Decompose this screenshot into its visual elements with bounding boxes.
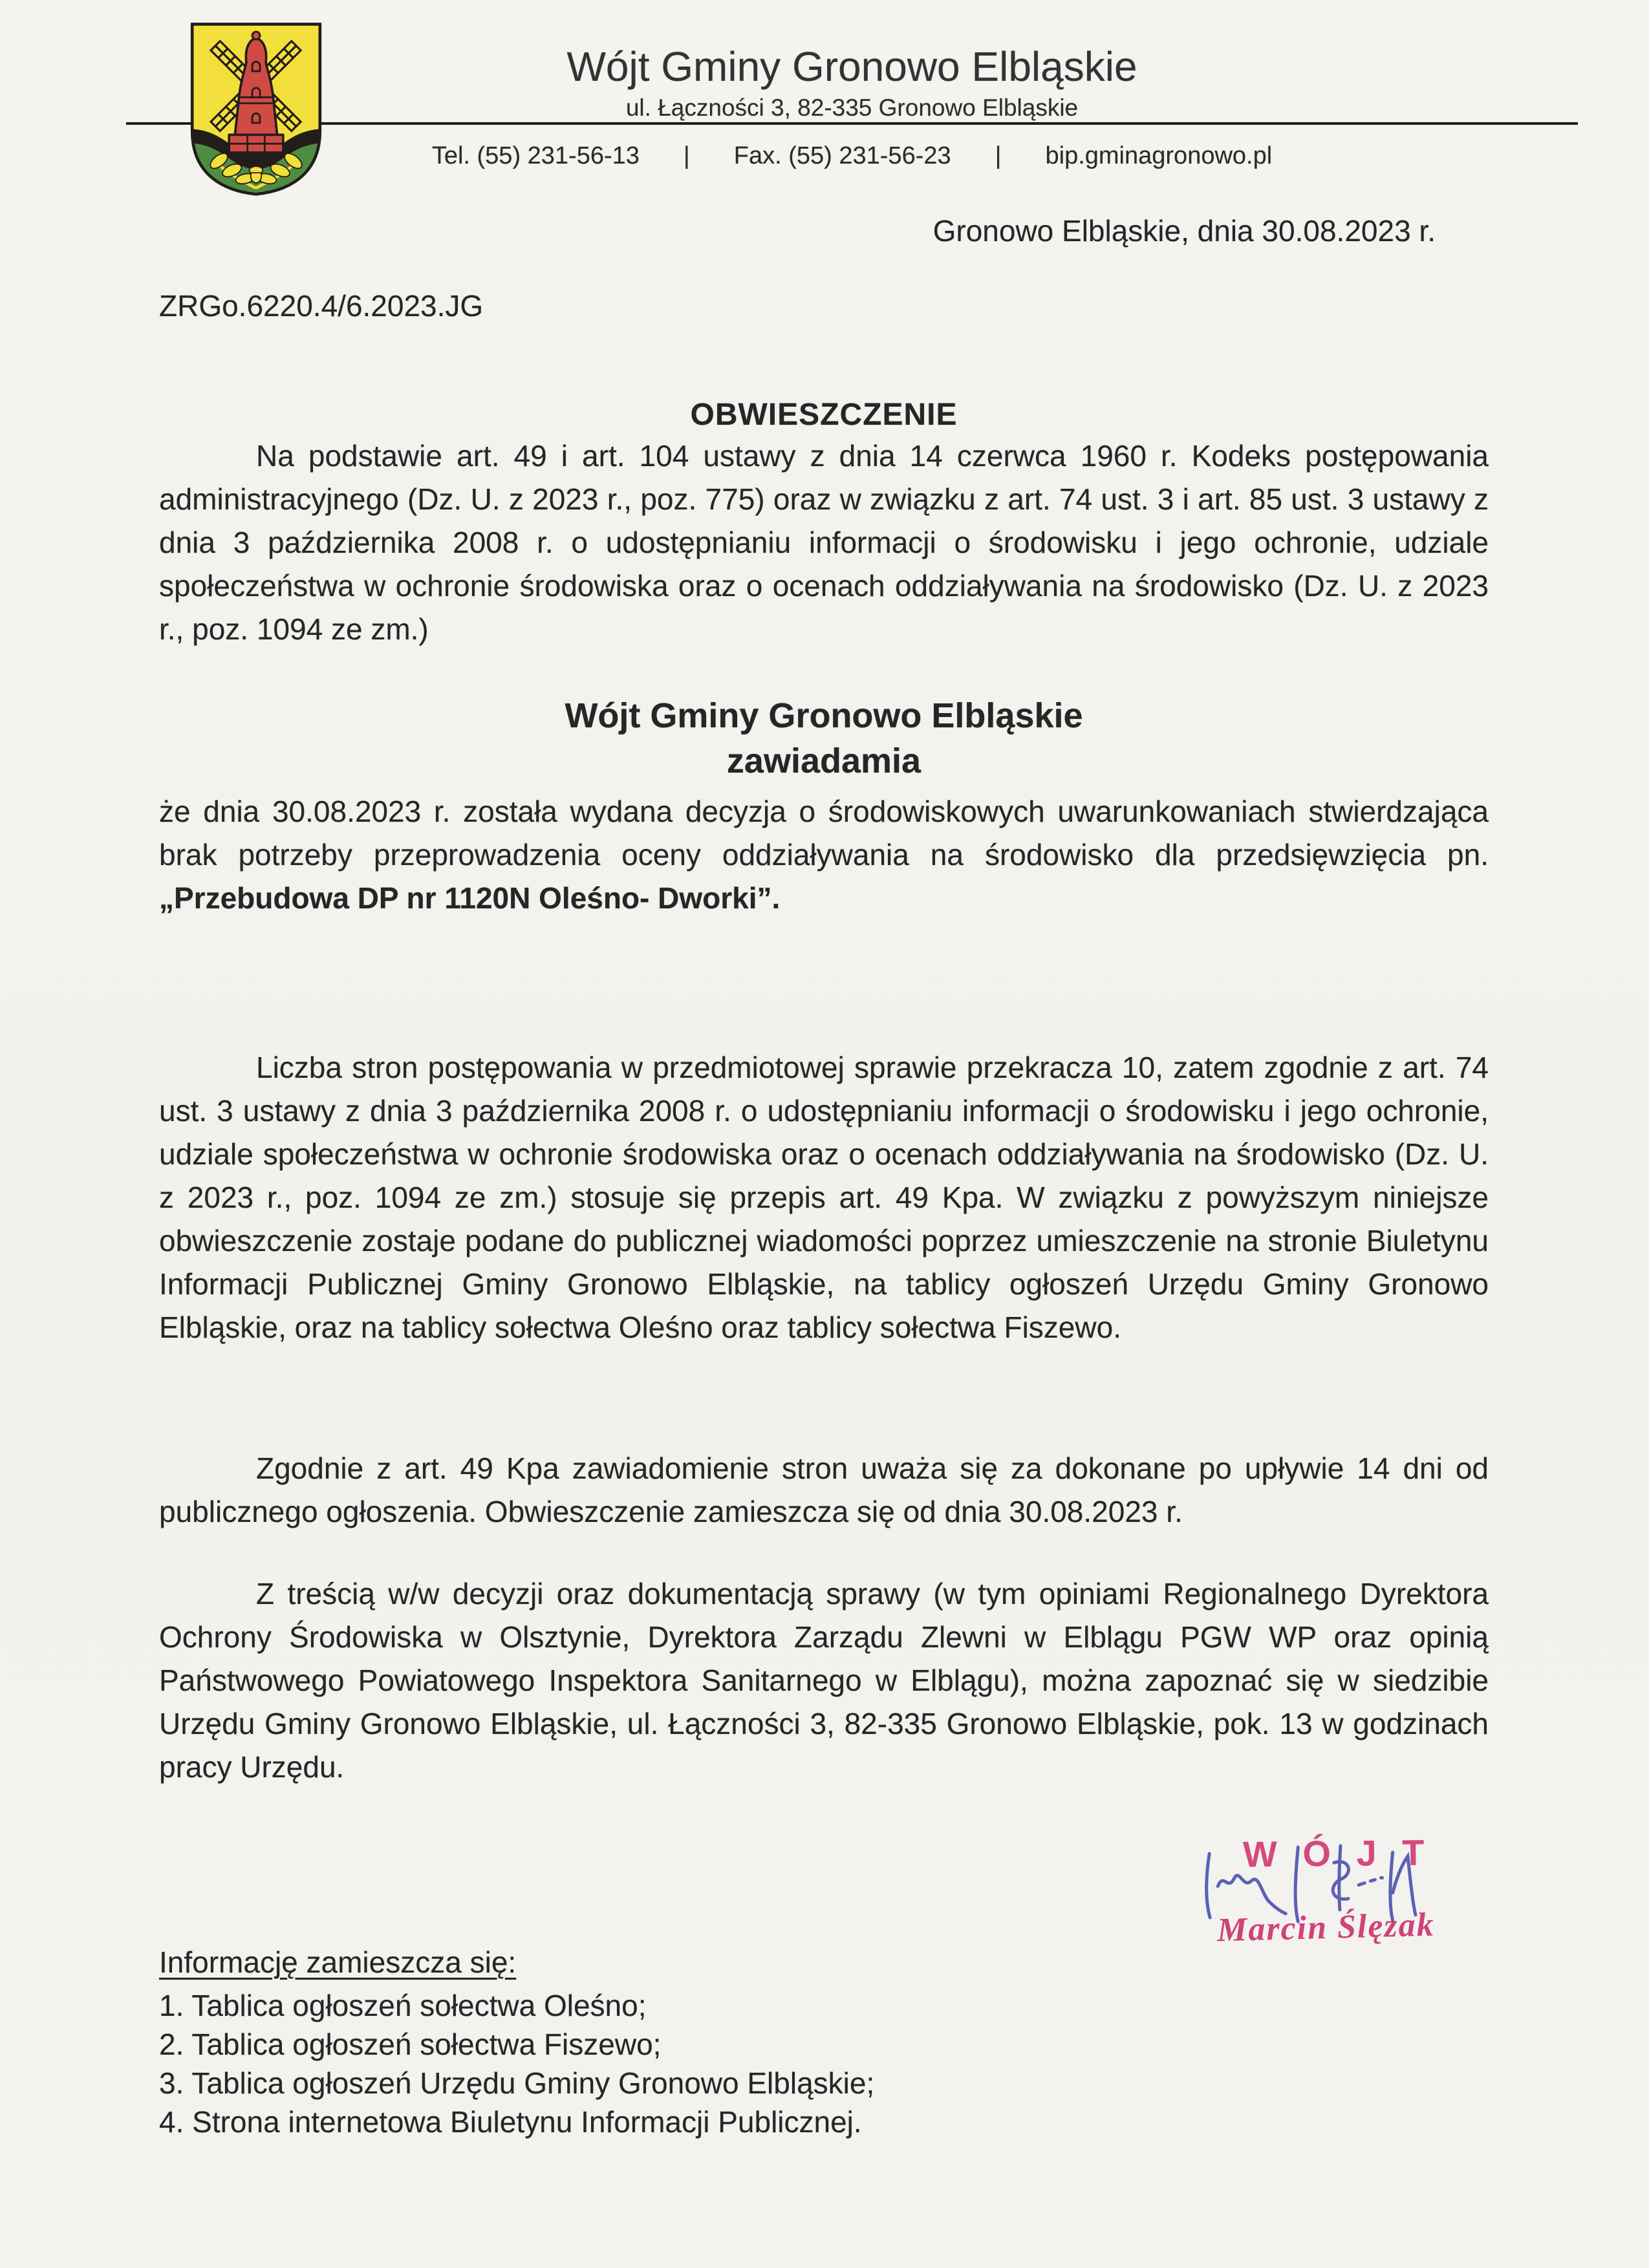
paragraph-publication: Liczba stron postępowania w przedmiotowej sprawie przekracza 10, zatem zgodnie z art. 74 ust. 3 ustawy z dnia 3 października 2008 r. o udostępnianiu informacji o środowisku i jego ochronie, udziale społeczeństwa w ochronie środowiska oraz o ocenach oddziaływania na środowisko (Dz. U. z 2023 r., poz. 1094 ze zm.) stosuje się przepis art. 49 Kpa. W związku z powyższym niniejsze obwieszczenie zostaje podane do publicznej wiadomości poprzez umieszczenie na stronie Biuletynu Informacji Publicznej Gminy Gronowo Elbląskie, na tablicy ogłoszeń Urzędu Gminy Gronowo Elbląskie, oraz na tablicy sołectwa Oleśno oraz tablicy sołectwa Fiszewo. xyxy=(159,1051,1489,1344)
project-name-bold: „Przebudowa DP nr 1120N Oleśno- Dworki”. xyxy=(159,881,781,915)
paragraph-notification-term: Zgodnie z art. 49 Kpa zawiadomienie stron uważa się za dokonane po upływie 14 dni od publicznego ogłoszenia. Obwieszczenie zamieszcza się od dnia 30.08.2023 r. xyxy=(159,1451,1489,1528)
letterhead-phone: Tel. (55) 231-56-13 xyxy=(431,142,640,169)
place-and-date-line: Gronowo Elbląskie, dnia 30.08.2023 r. xyxy=(932,214,1436,248)
letterhead-divider xyxy=(126,122,1578,125)
handwritten-signature xyxy=(1200,1841,1419,1924)
list-item: 1. Tablica ogłoszeń sołectwa Oleśno; xyxy=(159,1989,647,2022)
letterhead-website: bip.gminagronowo.pl xyxy=(1045,142,1273,169)
paragraph-decision xyxy=(159,790,1489,920)
footer-posting-locations xyxy=(159,1986,874,2141)
reference-number: ZRGo.6220.4/6.2023.JG xyxy=(159,289,484,323)
paragraph-legal-basis: Na podstawie art. 49 i art. 104 ustawy z dnia 14 czerwca 1960 r. Kodeks postępowania administracyjnego (Dz. U. z 2023 r., poz. 775) oraz w związku z art. 74 ust. 3 i art. 85 ust. 3 ustawy z dnia 3 października 2008 r. o udostępnianiu informacji o środowisku i jego ochronie, udziale społeczeństwa w ochronie środowiska oraz o ocenach oddziaływania na środowisko (Dz. U. z 2023 r., poz. 1094 ze zm.) xyxy=(159,439,1489,646)
list-item: 4. Strona internetowa Biuletynu Informacji Publicznej. xyxy=(159,2105,862,2139)
stamp-role-text: W Ó J T xyxy=(1242,1832,1432,1875)
coat-of-arms-gronowo-elblaskie xyxy=(186,13,326,204)
subheading-line-1: Wójt Gminy Gronowo Elbląskie xyxy=(565,696,1083,735)
subheading-line-2: zawiadamia xyxy=(726,742,921,780)
letterhead-address: ul. Łączności 3, 82-335 Gronowo Elbląskie xyxy=(625,94,1079,121)
subheading-announcer xyxy=(159,693,1489,784)
letterhead-contacts xyxy=(126,142,1578,170)
document-title: OBWIESZCZENIE xyxy=(690,398,958,432)
letterhead-org-title: Wójt Gminy Gronowo Elbląskie xyxy=(566,43,1137,90)
stamp-signer-name: Marcin Ślęzak xyxy=(1216,1906,1436,1949)
paragraph-inspection-info: Z treścią w/w decyzji oraz dokumentacją sprawy (w tym opiniami Regionalnego Dyrektora Ochrony Środowiska w Olsztynie, Dyrektora Zarządu Zlewni w Elblągu PGW WP oraz opinią Państwowego Powiatowego Inspektora Sanitarnego w Elblągu), można zapoznać się w siedzibie Urzędu Gminy Gronowo Elbląskie, ul. Łączności 3, 82-335 Gronowo Elbląskie, pok. 13 w godzinach pracy Urzędu. xyxy=(159,1577,1489,1784)
list-item: 3. Tablica ogłoszeń Urzędu Gminy Gronowo Elbląskie; xyxy=(159,2066,875,2100)
paragraph-decision-text: że dnia 30.08.2023 r. została wydana decyzja o środowiskowych uwarunkowaniach stwierdzająca brak potrzeby przeprowadzenia oceny oddziaływania na środowisko dla przedsięwzięcia pn. xyxy=(159,795,1489,872)
contact-separator: | xyxy=(683,142,690,169)
contact-separator: | xyxy=(995,142,1002,169)
letterhead-fax: Fax. (55) 231-56-23 xyxy=(733,142,951,169)
footer-list-heading: Informację zamieszcza się: xyxy=(159,1945,517,1979)
list-item: 2. Tablica ogłoszeń sołectwa Fiszewo; xyxy=(159,2027,662,2061)
